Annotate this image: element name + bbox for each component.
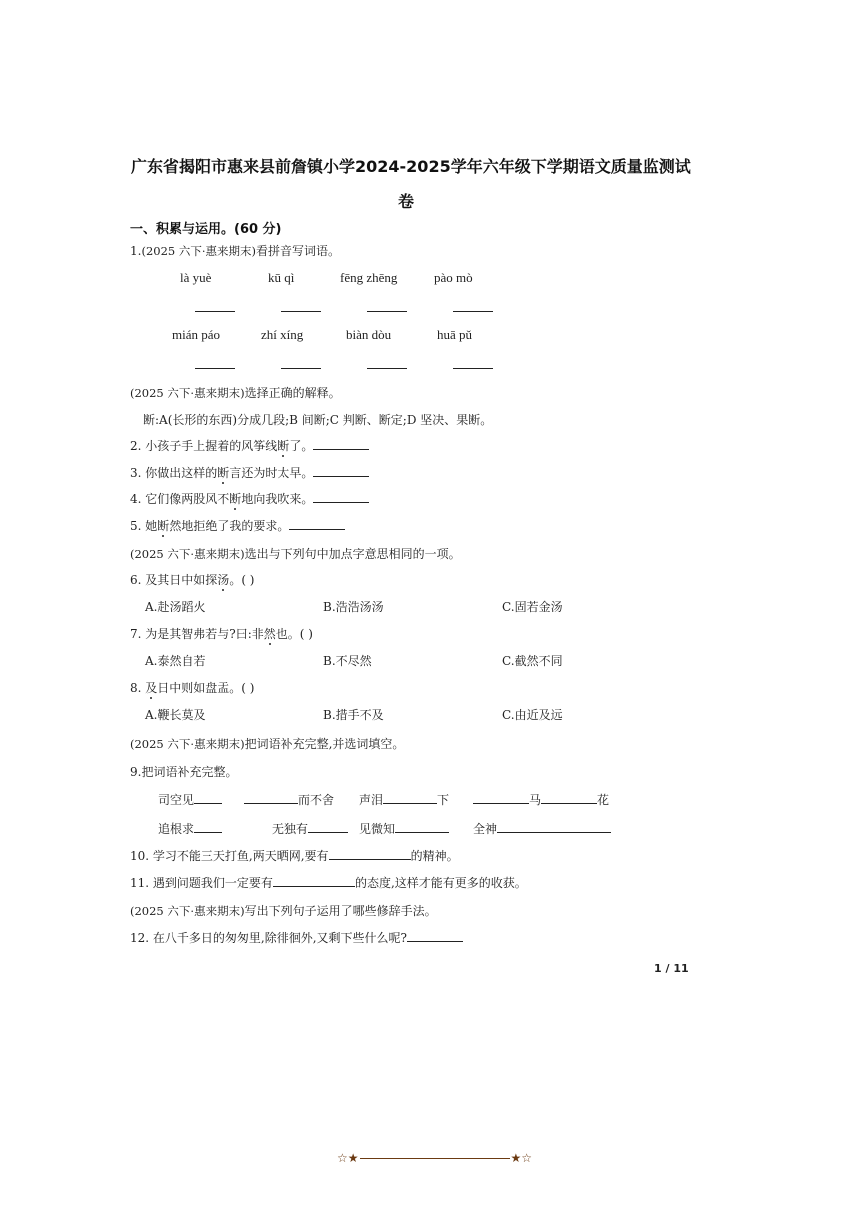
question-7: 7. 为是其智弗若与?曰:非然也。( )	[130, 627, 313, 641]
section-heading: 一、积累与运用。(60 分)	[130, 222, 282, 237]
answer-blank[interactable]	[313, 438, 369, 450]
answer-blank[interactable]	[244, 792, 298, 804]
dotted-char: 断	[277, 439, 290, 453]
question-11: 11. 遇到问题我们一定要有 的态度,这样才能有更多的收获。	[130, 876, 527, 890]
pinyin-8: huā pǔ	[437, 327, 473, 342]
pinyin-3: fēng zhēng	[340, 270, 398, 285]
answer-blank[interactable]	[453, 368, 493, 369]
question-source: (2025 六下·惠来期末)	[130, 547, 245, 561]
pinyin-4: pào mò	[434, 270, 473, 285]
answer-blank[interactable]	[473, 792, 529, 804]
option-a[interactable]: A.鞭长莫及	[145, 708, 206, 722]
idiom-8: 全神	[473, 820, 611, 837]
instruction-text: 选出与下列句中加点字意思相同的一项。	[244, 547, 461, 561]
question-8: 8. 及日中则如盘盂。( )	[130, 681, 255, 695]
question-3: 3. 你做出这样的断言还为时太早。	[130, 464, 369, 481]
answer-blank[interactable]	[281, 368, 321, 369]
dotted-char: 断	[229, 492, 242, 506]
footer-rule	[360, 1158, 510, 1159]
idiom-2: 而不舍	[244, 791, 334, 808]
option-c[interactable]: C.截然不同	[502, 654, 563, 668]
question-2: 2. 小孩子手上握着的风筝线断了。	[130, 437, 369, 454]
idiom-3: 声泪 下	[359, 793, 450, 807]
answer-blank[interactable]	[383, 792, 437, 804]
question-source: (2025 六下·惠来期末)	[130, 904, 245, 918]
option-a[interactable]: A.赴汤蹈火	[145, 600, 206, 614]
answer-blank[interactable]	[453, 311, 493, 312]
answer-blank[interactable]	[367, 311, 407, 312]
page-number: 1 / 11	[654, 962, 689, 975]
group-instruction	[130, 545, 461, 562]
option-c[interactable]: C.固若金汤	[502, 600, 563, 614]
question-source: (2025 六下·惠来期末)	[130, 737, 245, 751]
pinyin-7: biàn dòu	[346, 327, 392, 342]
dotted-char: 汤	[217, 573, 230, 587]
doc-title-line1: 广东省揭阳市惠来县前詹镇小学2024-2025学年六年级下学期语文质量监测试	[131, 157, 691, 176]
answer-blank[interactable]	[195, 368, 235, 369]
answer-blank[interactable]	[541, 792, 597, 804]
answer-blank[interactable]	[367, 368, 407, 369]
question-source: (2025 六下·惠来期末)	[141, 244, 257, 258]
answer-blank[interactable]	[497, 821, 611, 833]
instruction-text: 写出下列句子运用了哪些修辞手法。	[244, 904, 437, 918]
star-icon: ☆★	[337, 1151, 359, 1165]
footer-decoration	[337, 1151, 532, 1165]
question-source: (2025 六下·惠来期末)	[130, 386, 245, 400]
question-12: 12. 在八千多日的匆匆里,除徘徊外,又剩下些什么呢?	[130, 929, 463, 946]
question-text: 看拼音写词语。	[256, 244, 341, 258]
question-6: 6. 及其日中如探汤。( )	[130, 573, 255, 587]
idiom-4: 马 花	[473, 791, 609, 808]
option-c[interactable]: C.由近及远	[502, 708, 563, 722]
pinyin-5: mián páo	[172, 327, 221, 342]
answer-blank[interactable]	[194, 792, 222, 804]
group-instruction	[130, 902, 437, 919]
answer-blank[interactable]	[329, 848, 411, 860]
answer-blank[interactable]	[313, 491, 369, 503]
idiom-5: 追根求	[158, 820, 222, 837]
answer-blank[interactable]	[407, 930, 463, 942]
question-9: 9.把词语补充完整。	[130, 765, 238, 779]
answer-blank[interactable]	[273, 875, 355, 887]
dotted-char: 然	[263, 627, 276, 641]
option-b[interactable]: B.措手不及	[323, 708, 384, 722]
answer-blank[interactable]	[281, 311, 321, 312]
question-4: 4. 它们像两股风不断地向我吹来。	[130, 490, 369, 507]
option-b[interactable]: B.不尽然	[323, 654, 372, 668]
answer-blank[interactable]	[194, 821, 222, 833]
answer-blank[interactable]	[289, 518, 345, 530]
pinyin-6: zhí xíng	[261, 327, 304, 342]
instruction-text: 把词语补充完整,并选词填空。	[244, 737, 405, 751]
pinyin-2: kū qì	[268, 270, 295, 285]
answer-blank[interactable]	[313, 465, 369, 477]
dotted-char: 断	[217, 466, 230, 480]
option-a[interactable]: A.泰然自若	[145, 654, 206, 668]
group-instruction	[130, 384, 341, 401]
answer-blank[interactable]	[308, 821, 348, 833]
idiom-6: 无独有	[272, 820, 348, 837]
question-number: 1.	[130, 244, 142, 258]
dotted-char: 及	[145, 681, 158, 695]
option-b[interactable]: B.浩浩汤汤	[323, 600, 384, 614]
doc-title-line2: 卷	[398, 192, 415, 211]
answer-blank[interactable]	[195, 311, 235, 312]
question-5: 5. 她断然地拒绝了我的要求。	[130, 517, 345, 534]
star-icon: ★☆	[510, 1151, 533, 1165]
pinyin-1: là yuè	[180, 270, 212, 285]
definition-list: 断:A(长形的东西)分成几段;B 间断;C 判断、断定;D 坚决、果断。	[143, 413, 493, 427]
dotted-char: 断	[157, 519, 170, 533]
idiom-1: 司空见	[158, 791, 222, 808]
answer-blank[interactable]	[395, 821, 449, 833]
instruction-text: 选择正确的解释。	[244, 386, 341, 400]
group-instruction	[130, 735, 404, 752]
question-1	[130, 242, 340, 259]
question-10: 10. 学习不能三天打鱼,两天晒网,要有 的精神。	[130, 849, 459, 863]
idiom-7: 见微知	[359, 820, 449, 837]
